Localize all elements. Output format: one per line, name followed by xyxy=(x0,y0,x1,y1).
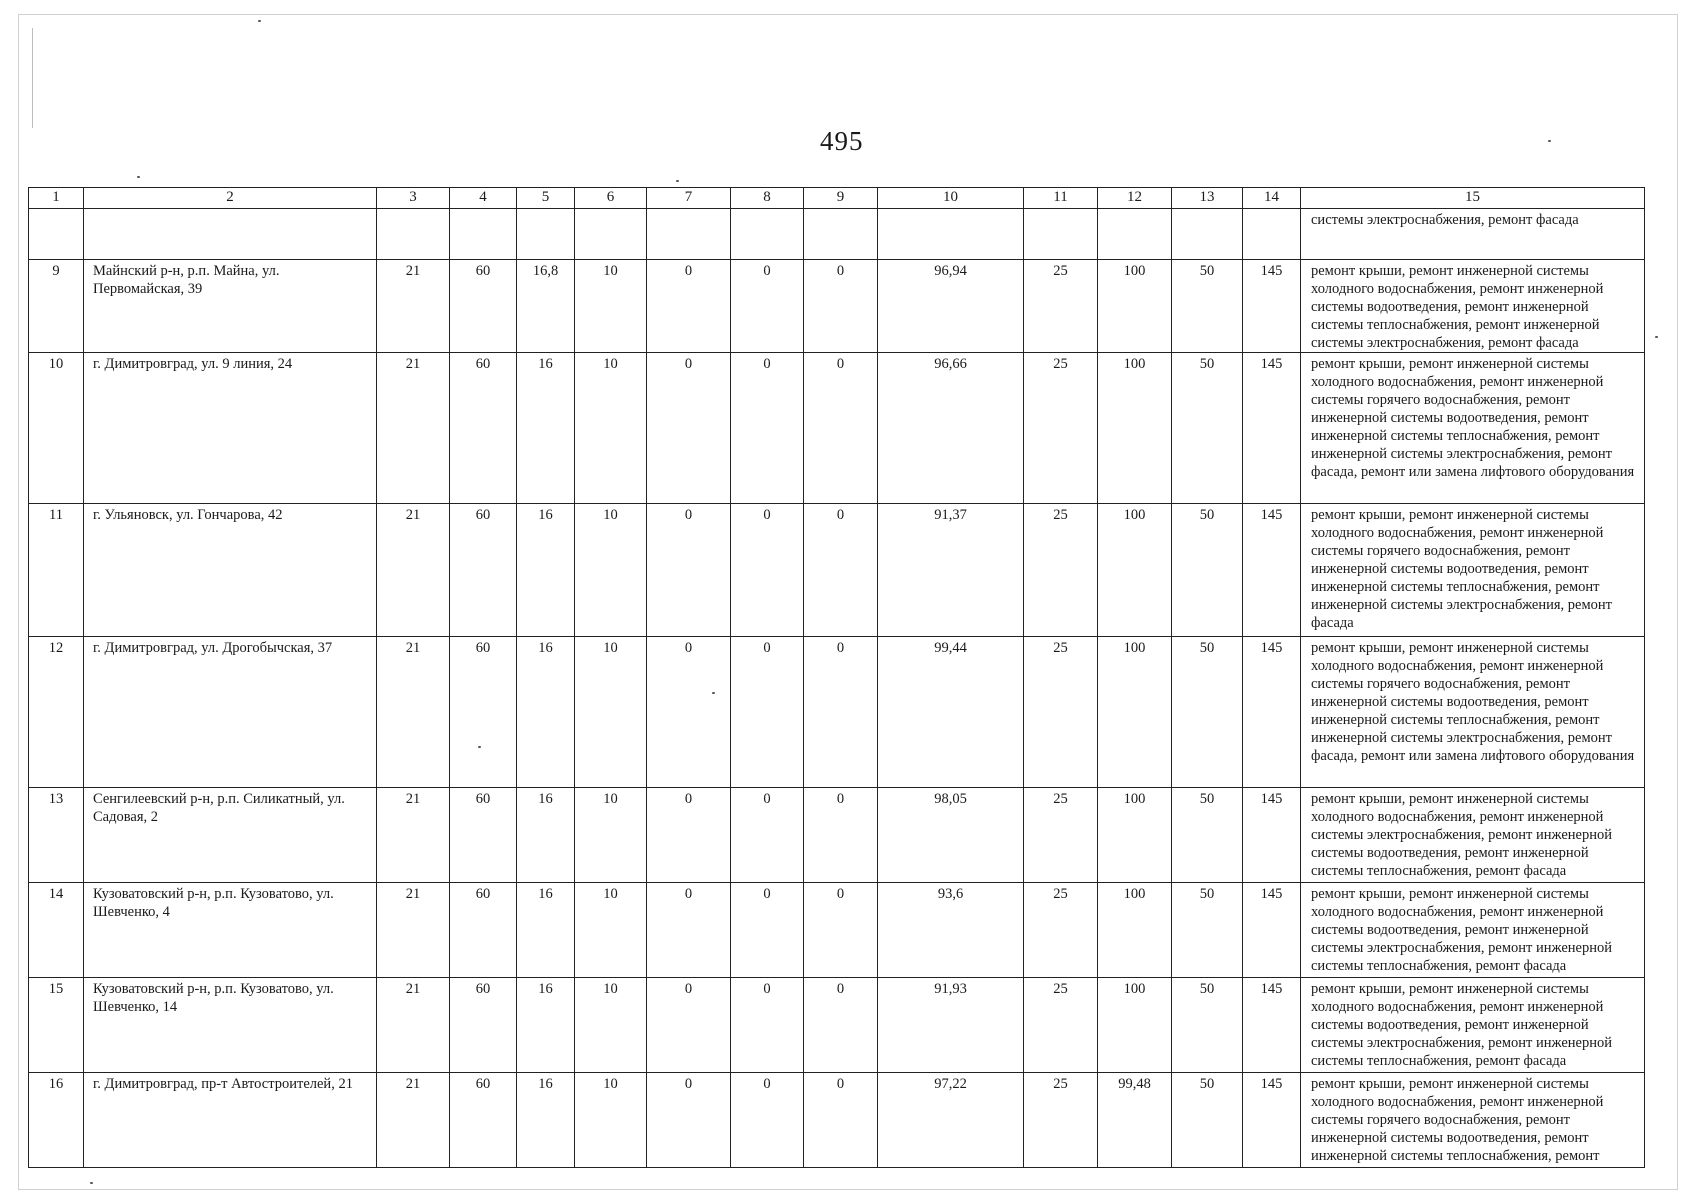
row-number: 14 xyxy=(29,883,84,978)
col9-cell: 0 xyxy=(804,504,878,637)
col3-cell: 21 xyxy=(377,883,450,978)
col8-cell: 0 xyxy=(731,353,804,504)
col14-cell: 145 xyxy=(1243,883,1301,978)
column-number-1: 1 xyxy=(29,188,84,209)
col12-cell: 100 xyxy=(1098,883,1172,978)
column-number-12: 12 xyxy=(1098,188,1172,209)
row-number: 13 xyxy=(29,788,84,883)
cell xyxy=(29,209,84,260)
col9-cell: 0 xyxy=(804,260,878,353)
table-row xyxy=(29,353,1645,504)
col4-cell: 60 xyxy=(450,978,517,1073)
col5-cell: 16 xyxy=(517,788,575,883)
cell xyxy=(450,209,517,260)
col5-cell: 16 xyxy=(517,637,575,788)
col14-cell: 145 xyxy=(1243,504,1301,637)
col3-cell: 21 xyxy=(377,353,450,504)
col14-cell: 145 xyxy=(1243,353,1301,504)
col13-cell: 50 xyxy=(1172,1073,1243,1168)
column-number-5: 5 xyxy=(517,188,575,209)
works-cell: ремонт крыши, ремонт инженерной системы холодного водоснабжения, ремонт инженерной системы горячего водоснабжения, ремонт инженерной системы водоотведения, ремонт инженерной системы теплоснабжения, ремонт xyxy=(1301,1073,1645,1168)
col10-cell: 98,05 xyxy=(878,788,1024,883)
col10-cell: 96,94 xyxy=(878,260,1024,353)
col7-cell: 0 xyxy=(647,883,731,978)
column-number-2: 2 xyxy=(84,188,377,209)
col7-cell: 0 xyxy=(647,788,731,883)
scan-speck xyxy=(676,180,679,182)
col3-cell: 21 xyxy=(377,978,450,1073)
col3-cell: 21 xyxy=(377,788,450,883)
address-cell: Кузоватовский р-н, р.п. Кузоватово, ул. Шевченко, 4 xyxy=(84,883,377,978)
table-row xyxy=(29,978,1645,1073)
cell xyxy=(517,209,575,260)
col13-cell: 50 xyxy=(1172,883,1243,978)
col7-cell: 0 xyxy=(647,260,731,353)
column-number-11: 11 xyxy=(1024,188,1098,209)
col14-cell: 145 xyxy=(1243,978,1301,1073)
table-row xyxy=(29,788,1645,883)
works-cell: ремонт крыши, ремонт инженерной системы холодного водоснабжения, ремонт инженерной системы электроснабжения, ремонт инженерной системы водоотведения, ремонт инженерной системы теплоснабжения, ремонт фасада xyxy=(1301,788,1645,883)
cell xyxy=(878,209,1024,260)
col6-cell: 10 xyxy=(575,1073,647,1168)
col9-cell: 0 xyxy=(804,788,878,883)
col5-cell: 16 xyxy=(517,353,575,504)
address-cell: Майнский р-н, р.п. Майна, ул. Первомайская, 39 xyxy=(84,260,377,353)
col6-cell: 10 xyxy=(575,637,647,788)
col3-cell: 21 xyxy=(377,1073,450,1168)
page-number: 495 xyxy=(820,126,864,156)
col8-cell: 0 xyxy=(731,788,804,883)
col14-cell: 145 xyxy=(1243,788,1301,883)
address-cell: г. Димитровград, ул. 9 линия, 24 xyxy=(84,353,377,504)
col6-cell: 10 xyxy=(575,883,647,978)
column-number-8: 8 xyxy=(731,188,804,209)
row-number: 12 xyxy=(29,637,84,788)
continuation-row xyxy=(29,209,1645,260)
col12-cell: 100 xyxy=(1098,978,1172,1073)
col3-cell: 21 xyxy=(377,504,450,637)
col11-cell: 25 xyxy=(1024,504,1098,637)
col3-cell: 21 xyxy=(377,260,450,353)
column-number-6: 6 xyxy=(575,188,647,209)
col7-cell: 0 xyxy=(647,637,731,788)
works-cell: ремонт крыши, ремонт инженерной системы холодного водоснабжения, ремонт инженерной системы водоотведения, ремонт инженерной системы электроснабжения, ремонт инженерной системы теплоснабжения, ремонт фасада xyxy=(1301,883,1645,978)
col5-cell: 16 xyxy=(517,978,575,1073)
col8-cell: 0 xyxy=(731,260,804,353)
address-cell: г. Димитровград, ул. Дрогобычская, 37 xyxy=(84,637,377,788)
col10-cell: 91,37 xyxy=(878,504,1024,637)
col12-cell: 100 xyxy=(1098,788,1172,883)
col5-cell: 16 xyxy=(517,883,575,978)
cell xyxy=(1172,209,1243,260)
cell xyxy=(1098,209,1172,260)
column-number-14: 14 xyxy=(1243,188,1301,209)
col12-cell: 100 xyxy=(1098,260,1172,353)
col13-cell: 50 xyxy=(1172,978,1243,1073)
row-number: 9 xyxy=(29,260,84,353)
col9-cell: 0 xyxy=(804,883,878,978)
col7-cell: 0 xyxy=(647,504,731,637)
col12-cell: 100 xyxy=(1098,353,1172,504)
col5-cell: 16,8 xyxy=(517,260,575,353)
scan-edge-line xyxy=(32,28,33,128)
table-row xyxy=(29,260,1645,353)
col11-cell: 25 xyxy=(1024,883,1098,978)
cell xyxy=(1024,209,1098,260)
col7-cell: 0 xyxy=(647,1073,731,1168)
col12-cell: 100 xyxy=(1098,504,1172,637)
col10-cell: 93,6 xyxy=(878,883,1024,978)
works-cell: ремонт крыши, ремонт инженерной системы холодного водоснабжения, ремонт инженерной системы горячего водоснабжения, ремонт инженерной системы водоотведения, ремонт инженерной системы теплоснабжения, ремонт инженерной системы электроснабжения, ремонт фасада, ремонт или замена лифтового оборудования xyxy=(1301,637,1645,788)
table-row xyxy=(29,504,1645,637)
col8-cell: 0 xyxy=(731,978,804,1073)
col5-cell: 16 xyxy=(517,504,575,637)
works-cell: ремонт крыши, ремонт инженерной системы холодного водоснабжения, ремонт инженерной системы горячего водоснабжения, ремонт инженерной системы водоотведения, ремонт инженерной системы теплоснабжения, ремонт инженерной системы электроснабжения, ремонт фасада xyxy=(1301,504,1645,637)
col10-cell: 91,93 xyxy=(878,978,1024,1073)
col11-cell: 25 xyxy=(1024,788,1098,883)
col10-cell: 96,66 xyxy=(878,353,1024,504)
col10-cell: 99,44 xyxy=(878,637,1024,788)
scan-speck xyxy=(137,176,140,178)
column-number-4: 4 xyxy=(450,188,517,209)
cell xyxy=(377,209,450,260)
col9-cell: 0 xyxy=(804,353,878,504)
scan-speck xyxy=(90,1182,93,1184)
works-cell: системы электроснабжения, ремонт фасада xyxy=(1301,209,1645,260)
cell xyxy=(647,209,731,260)
works-cell: ремонт крыши, ремонт инженерной системы холодного водоснабжения, ремонт инженерной системы горячего водоснабжения, ремонт инженерной системы водоотведения, ремонт инженерной системы теплоснабжения, ремонт инженерной системы электроснабжения, ремонт фасада, ремонт или замена лифтового оборудования xyxy=(1301,353,1645,504)
col4-cell: 60 xyxy=(450,1073,517,1168)
col14-cell: 145 xyxy=(1243,637,1301,788)
column-number-15: 15 xyxy=(1301,188,1645,209)
table-row xyxy=(29,883,1645,978)
col4-cell: 60 xyxy=(450,353,517,504)
cell xyxy=(804,209,878,260)
col4-cell: 60 xyxy=(450,504,517,637)
address-cell: г. Ульяновск, ул. Гончарова, 42 xyxy=(84,504,377,637)
row-number: 16 xyxy=(29,1073,84,1168)
repair-register-table xyxy=(28,187,1645,1168)
table-row xyxy=(29,1073,1645,1168)
table-row xyxy=(29,637,1645,788)
col14-cell: 145 xyxy=(1243,1073,1301,1168)
col8-cell: 0 xyxy=(731,637,804,788)
col5-cell: 16 xyxy=(517,1073,575,1168)
row-number: 10 xyxy=(29,353,84,504)
col7-cell: 0 xyxy=(647,978,731,1073)
column-number-10: 10 xyxy=(878,188,1024,209)
address-cell: Кузоватовский р-н, р.п. Кузоватово, ул. Шевченко, 14 xyxy=(84,978,377,1073)
col9-cell: 0 xyxy=(804,1073,878,1168)
col8-cell: 0 xyxy=(731,504,804,637)
col12-cell: 100 xyxy=(1098,637,1172,788)
col13-cell: 50 xyxy=(1172,260,1243,353)
cell xyxy=(84,209,377,260)
col11-cell: 25 xyxy=(1024,978,1098,1073)
col9-cell: 0 xyxy=(804,978,878,1073)
cell xyxy=(1243,209,1301,260)
col8-cell: 0 xyxy=(731,883,804,978)
address-cell: г. Димитровград, пр-т Автостроителей, 21 xyxy=(84,1073,377,1168)
row-number: 11 xyxy=(29,504,84,637)
row-number: 15 xyxy=(29,978,84,1073)
col6-cell: 10 xyxy=(575,260,647,353)
cell xyxy=(731,209,804,260)
col10-cell: 97,22 xyxy=(878,1073,1024,1168)
col14-cell: 145 xyxy=(1243,260,1301,353)
address-cell: Сенгилеевский р-н, р.п. Силикатный, ул. Садовая, 2 xyxy=(84,788,377,883)
scan-speck xyxy=(1655,336,1658,338)
col11-cell: 25 xyxy=(1024,260,1098,353)
col4-cell: 60 xyxy=(450,883,517,978)
col13-cell: 50 xyxy=(1172,504,1243,637)
col9-cell: 0 xyxy=(804,637,878,788)
col13-cell: 50 xyxy=(1172,788,1243,883)
column-number-13: 13 xyxy=(1172,188,1243,209)
scan-speck xyxy=(258,20,261,22)
works-cell: ремонт крыши, ремонт инженерной системы холодного водоснабжения, ремонт инженерной системы водоотведения, ремонт инженерной системы теплоснабжения, ремонт инженерной системы электроснабжения, ремонт фасада xyxy=(1301,260,1645,353)
col6-cell: 10 xyxy=(575,978,647,1073)
col11-cell: 25 xyxy=(1024,1073,1098,1168)
col12-cell: 99,48 xyxy=(1098,1073,1172,1168)
col6-cell: 10 xyxy=(575,353,647,504)
column-number-7: 7 xyxy=(647,188,731,209)
col6-cell: 10 xyxy=(575,504,647,637)
column-number-header-row xyxy=(29,188,1645,209)
col4-cell: 60 xyxy=(450,637,517,788)
col3-cell: 21 xyxy=(377,637,450,788)
col13-cell: 50 xyxy=(1172,637,1243,788)
column-number-9: 9 xyxy=(804,188,878,209)
column-number-3: 3 xyxy=(377,188,450,209)
col13-cell: 50 xyxy=(1172,353,1243,504)
works-cell: ремонт крыши, ремонт инженерной системы холодного водоснабжения, ремонт инженерной системы водоотведения, ремонт инженерной системы электроснабжения, ремонт инженерной системы теплоснабжения, ремонт фасада xyxy=(1301,978,1645,1073)
cell xyxy=(575,209,647,260)
col11-cell: 25 xyxy=(1024,637,1098,788)
scan-speck xyxy=(1548,140,1551,142)
col6-cell: 10 xyxy=(575,788,647,883)
col8-cell: 0 xyxy=(731,1073,804,1168)
col7-cell: 0 xyxy=(647,353,731,504)
col4-cell: 60 xyxy=(450,260,517,353)
col11-cell: 25 xyxy=(1024,353,1098,504)
col4-cell: 60 xyxy=(450,788,517,883)
